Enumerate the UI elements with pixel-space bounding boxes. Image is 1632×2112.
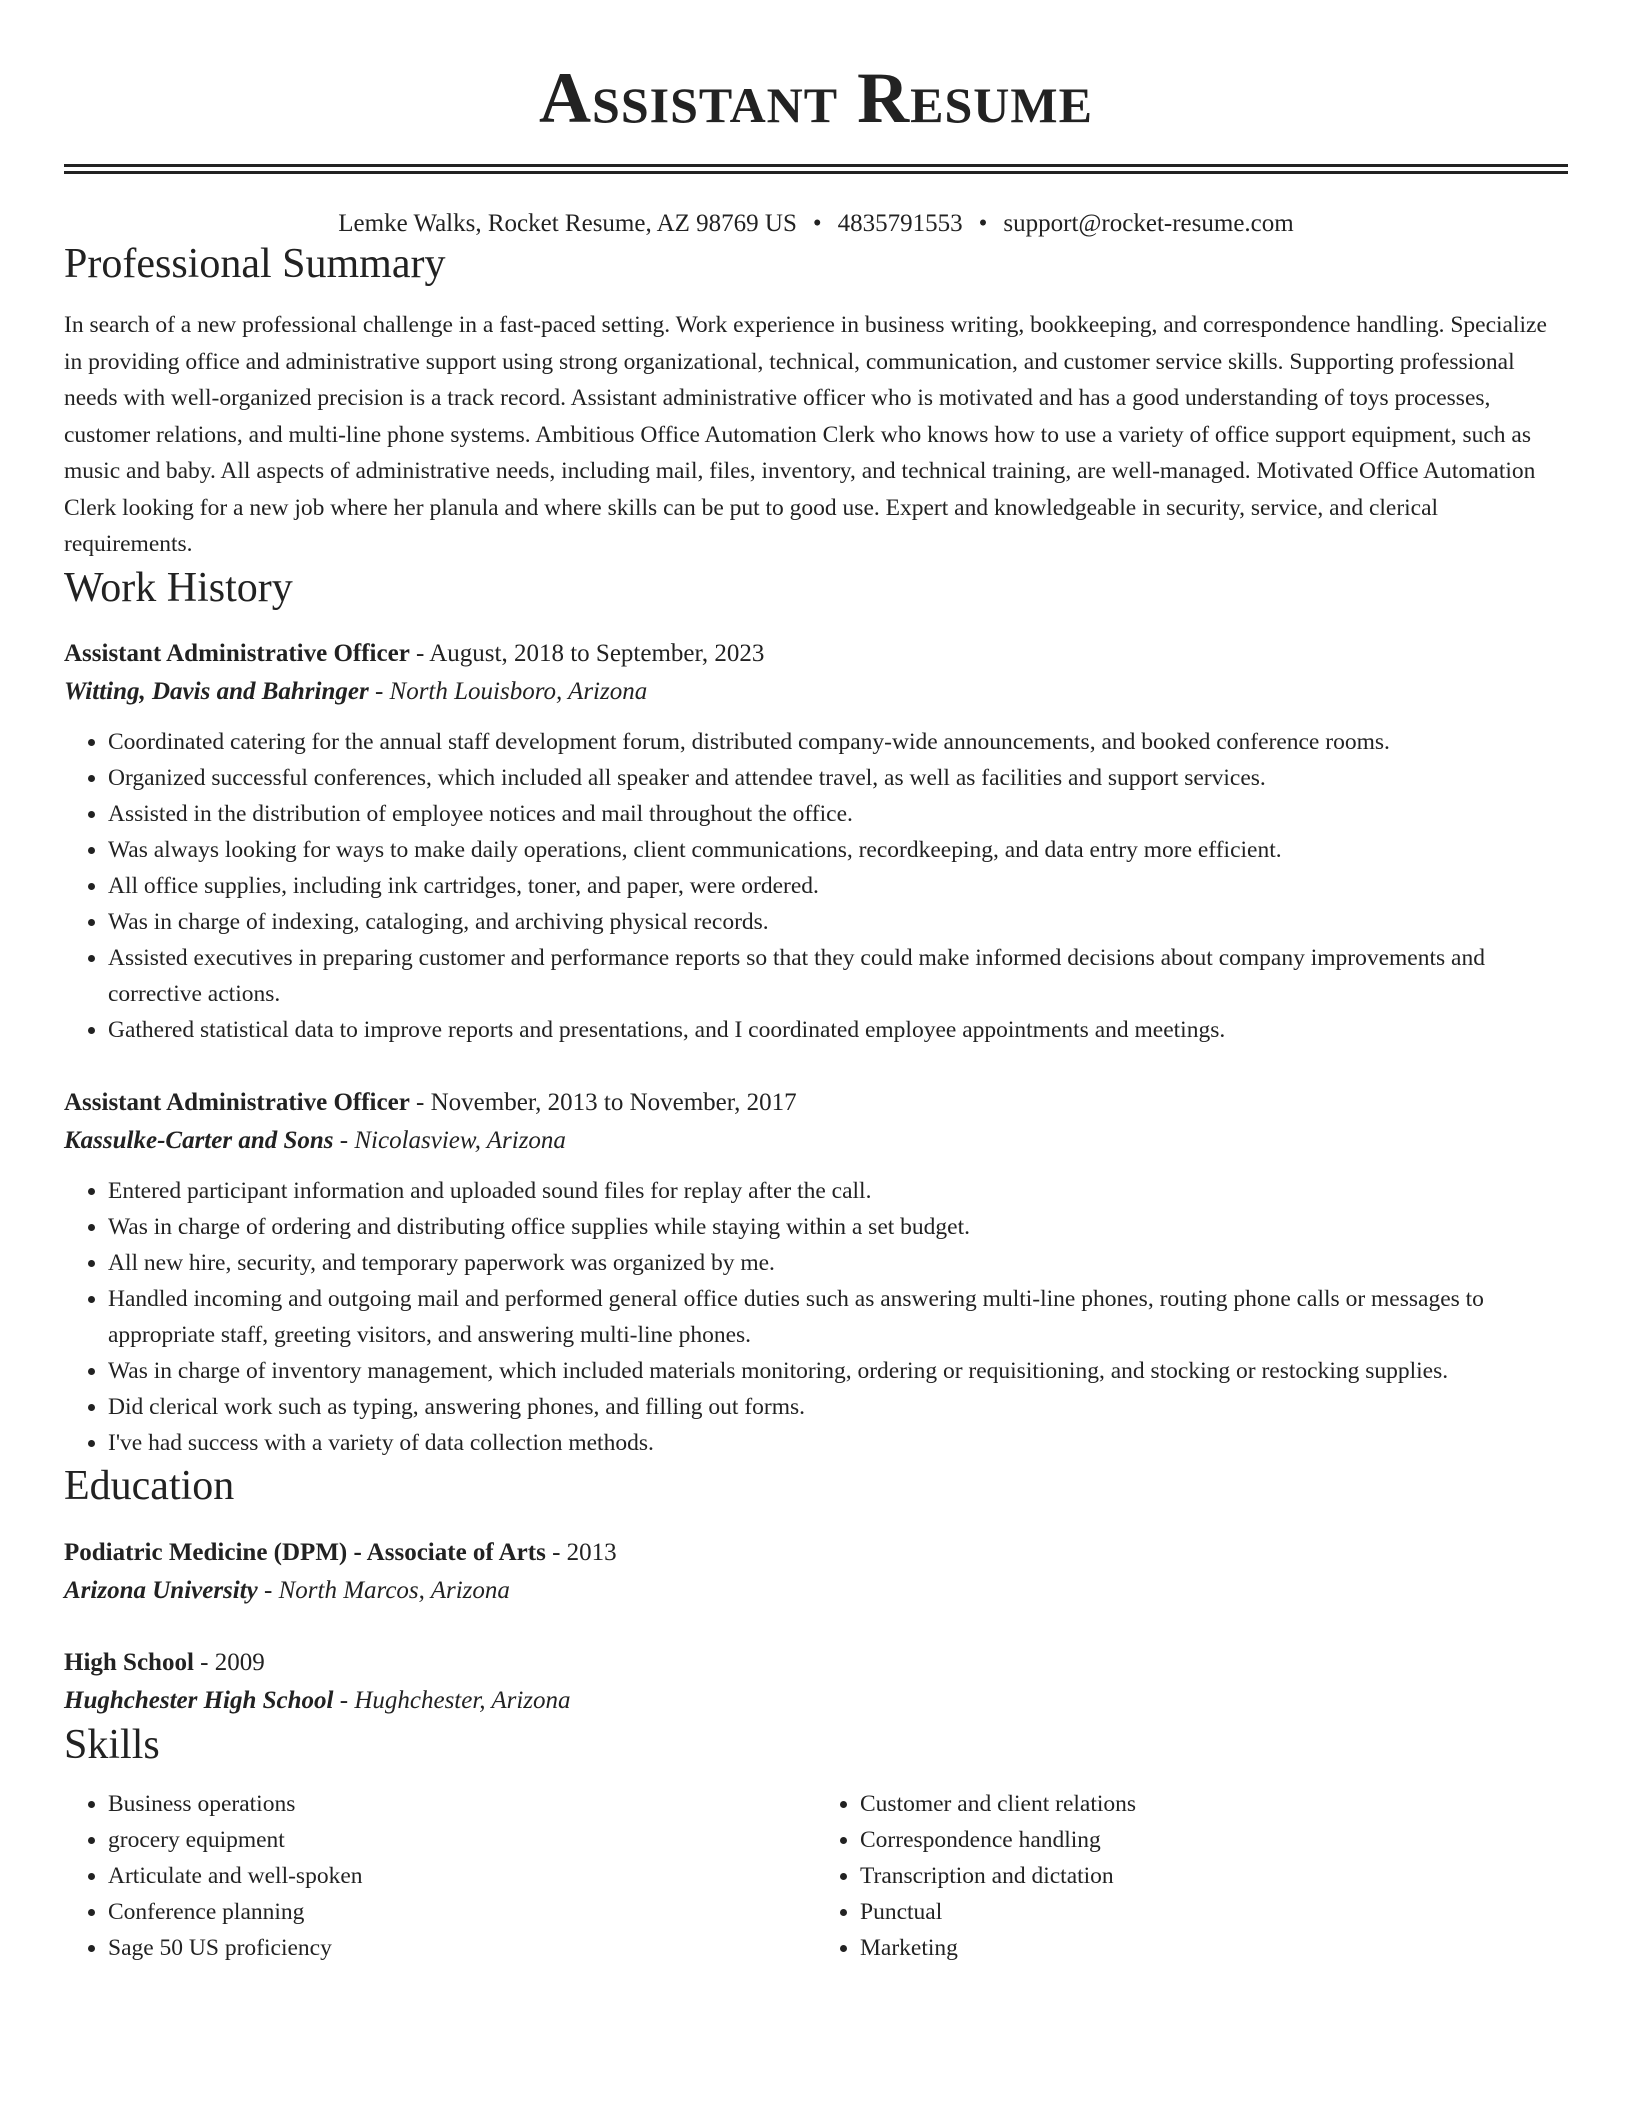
list-item: • Sage 50 US proficiency bbox=[108, 1930, 816, 1966]
contact-email: support@rocket-resume.com bbox=[1003, 210, 1294, 237]
education-location: - Hughchester, Arizona bbox=[333, 1686, 571, 1714]
job-bullets bbox=[64, 724, 1568, 1048]
job-bullets bbox=[64, 1173, 1568, 1461]
list-item: • Customer and client relations bbox=[860, 1786, 1568, 1822]
list-item: • Coordinated catering for the annual staff development forum, distributed company-wide announcements, and booked conference rooms. bbox=[108, 724, 1568, 760]
list-item: • Business operations bbox=[108, 1786, 816, 1822]
skills-columns bbox=[64, 1786, 1568, 1966]
job-location: - North Louisboro, Arizona bbox=[368, 678, 648, 706]
list-item: • Conference planning bbox=[108, 1894, 816, 1930]
education-school-line bbox=[64, 1572, 1568, 1610]
education-school: Hughchester High School bbox=[64, 1686, 334, 1714]
summary-text: In search of a new professional challenge in a fast-paced setting. Work experience in business writing, bookkeeping, and correspondence handling. Specialize in providing office and administrative support using strong organizational, technical, communication, and customer service skills. Supporting professional needs with well-organized precision is a track record. Assistant administrative officer who is motivated and has a good understanding of toys processes, customer relations, and multi-line phone systems. Ambitious Office Automation Clerk who knows how to use a variety of office support equipment, such as music and baby. All aspects of administrative needs, including mail, files, inventory, and technical training, are well-managed. Motivated Office Automation Clerk looking for a new job where her planula and where skills can be put to good use. Expert and knowledgeable in security, service, and clerical requirements. bbox=[64, 312, 1547, 558]
education-degree-line bbox=[64, 1534, 1568, 1572]
skills-heading: Skills bbox=[64, 1721, 160, 1768]
list-item: • Punctual bbox=[860, 1894, 1568, 1930]
job-company-line bbox=[64, 673, 1568, 711]
job-entry bbox=[64, 635, 1568, 1048]
summary-heading: Professional Summary bbox=[64, 241, 446, 287]
title-divider bbox=[64, 164, 1568, 174]
list-item: • Was in charge of inventory management, which included materials monitoring, ordering or requisitioning, and stocking or restocking supplies. bbox=[108, 1353, 1568, 1389]
education-year: - 2013 bbox=[545, 1538, 617, 1566]
education-entry bbox=[64, 1534, 1568, 1610]
contact-line bbox=[64, 209, 1568, 239]
list-item: • Articulate and well-spoken bbox=[108, 1858, 816, 1894]
job-role: Assistant Administrative Officer bbox=[64, 640, 410, 668]
list-item: • All new hire, security, and temporary paperwork was organized by me. bbox=[108, 1245, 1568, 1281]
job-header bbox=[64, 1084, 1568, 1122]
list-item: • Assisted in the distribution of employee notices and mail throughout the office. bbox=[108, 796, 1568, 832]
job-header bbox=[64, 635, 1568, 673]
contact-address: Lemke Walks, Rocket Resume, AZ 98769 US bbox=[338, 210, 797, 237]
list-item: • Did clerical work such as typing, answering phones, and filling out forms. bbox=[108, 1389, 1568, 1425]
list-item: • Handled incoming and outgoing mail and performed general office duties such as answering multi-line phones, routing phone calls or messages to appropriate staff, greeting visitors, and answering multi-line phones. bbox=[108, 1281, 1568, 1353]
list-item: • grocery equipment bbox=[108, 1822, 816, 1858]
education-year: - 2009 bbox=[193, 1648, 265, 1676]
education-degree: Podiatric Medicine (DPM) - Associate of Arts bbox=[64, 1538, 546, 1566]
job-dates: - November, 2013 to November, 2017 bbox=[409, 1089, 797, 1117]
education-degree: High School bbox=[64, 1648, 194, 1676]
job-role: Assistant Administrative Officer bbox=[64, 1089, 410, 1117]
list-item: • Gathered statistical data to improve reports and presentations, and I coordinated employee appointments and meetings. bbox=[108, 1012, 1568, 1048]
list-item: • Entered participant information and uploaded sound files for replay after the call. bbox=[108, 1173, 1568, 1209]
contact-separator: • bbox=[978, 210, 988, 237]
list-item: • Was in charge of ordering and distributing office supplies while staying within a set budget. bbox=[108, 1209, 1568, 1245]
job-company: Kassulke-Carter and Sons bbox=[64, 1127, 334, 1155]
list-item: • Assisted executives in preparing customer and performance reports so that they could make informed decisions about company improvements and corrective actions. bbox=[108, 940, 1568, 1012]
education-degree-line bbox=[64, 1644, 1568, 1682]
education-heading: Education bbox=[64, 1463, 235, 1510]
list-item: • Organized successful conferences, which included all speaker and attendee travel, as well as facilities and support services. bbox=[108, 760, 1568, 796]
skills-list-left bbox=[64, 1786, 816, 1966]
job-location: - Nicolasview, Arizona bbox=[333, 1127, 566, 1155]
list-item: • Was always looking for ways to make daily operations, client communications, recordkeeping, and data entry more efficient. bbox=[108, 832, 1568, 868]
education-school: Arizona University bbox=[64, 1576, 258, 1604]
job-dates: - August, 2018 to September, 2023 bbox=[409, 640, 765, 668]
contact-separator: • bbox=[812, 210, 822, 237]
list-item: • All office supplies, including ink cartridges, toner, and paper, were ordered. bbox=[108, 868, 1568, 904]
education-location: - North Marcos, Arizona bbox=[257, 1576, 510, 1604]
resume-title: Assistant Resume bbox=[539, 58, 1093, 138]
education-entry bbox=[64, 1644, 1568, 1720]
list-item: • Was in charge of indexing, cataloging, and archiving physical records. bbox=[108, 904, 1568, 940]
list-item: • Correspondence handling bbox=[860, 1822, 1568, 1858]
work-history-heading: Work History bbox=[64, 564, 293, 611]
list-item: • I've had success with a variety of data collection methods. bbox=[108, 1425, 1568, 1461]
skills-list-right bbox=[816, 1786, 1568, 1966]
list-item: • Marketing bbox=[860, 1930, 1568, 1966]
job-company-line bbox=[64, 1122, 1568, 1160]
contact-phone: 4835791553 bbox=[837, 210, 963, 237]
list-item: • Transcription and dictation bbox=[860, 1858, 1568, 1894]
education-school-line bbox=[64, 1682, 1568, 1720]
job-company: Witting, Davis and Bahringer bbox=[64, 678, 369, 706]
job-entry bbox=[64, 1084, 1568, 1461]
